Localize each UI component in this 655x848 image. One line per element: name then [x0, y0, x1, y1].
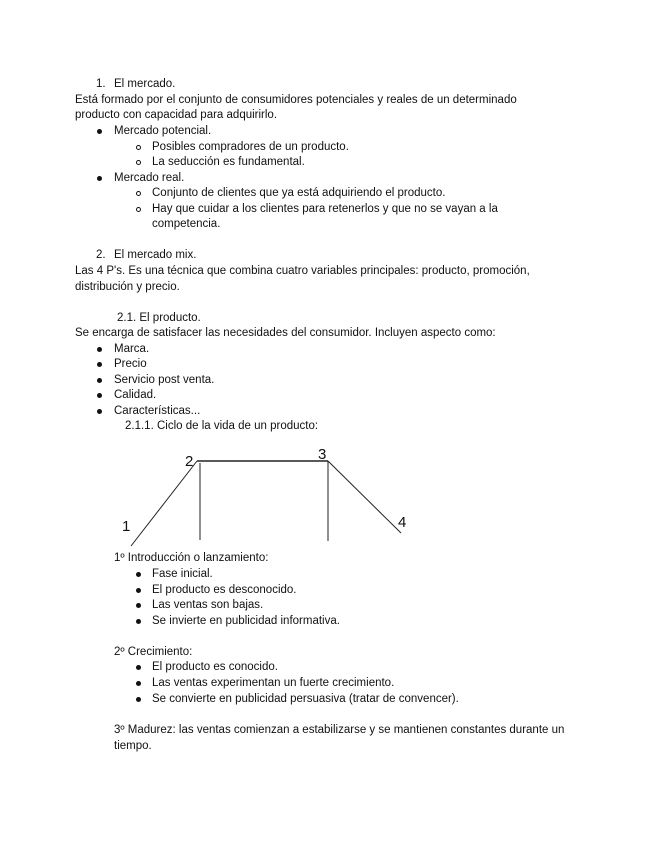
section-1-desc-line-2: producto con capacidad para adquirirlo. — [75, 109, 278, 121]
bullet-icon — [136, 603, 141, 608]
section-2-1-title: 2.1. El producto. — [117, 312, 201, 324]
list-item: El producto es conocido. — [152, 661, 278, 673]
list-item: Se invierte en publicidad informativa. — [152, 615, 340, 627]
section-2-title: El mercado mix. — [114, 249, 197, 261]
list-item: Mercado potencial. — [114, 125, 212, 137]
diagram-label: 3 — [318, 446, 327, 463]
list-item: Servicio post venta. — [114, 374, 215, 386]
list-item: El producto es desconocido. — [152, 584, 297, 596]
section-2-desc-line-2: distribución y precio. — [75, 281, 180, 293]
diagram-introduction-line — [131, 461, 197, 546]
bullet-icon — [136, 697, 141, 702]
bullet-icon — [136, 665, 141, 670]
bullet-icon — [136, 619, 141, 624]
bullet-icon — [136, 572, 141, 577]
section-2-number: 2. — [96, 249, 106, 261]
diagram-decline-line — [328, 461, 401, 533]
list-item: Marca. — [114, 343, 150, 355]
section-1-number: 1. — [96, 78, 106, 90]
list-item: Las ventas son bajas. — [152, 599, 264, 611]
section-2-1-1-title: 2.1.1. Ciclo de la vida de un producto: — [125, 420, 319, 432]
list-item: Características... — [114, 405, 201, 417]
list-item: Mercado real. — [114, 172, 185, 184]
list-item: Calidad. — [114, 389, 157, 401]
list-item: Precio — [114, 358, 147, 370]
section-2-1-desc: Se encarga de satisfacer las necesidades del consumidor. Incluyen aspecto como: — [75, 327, 496, 339]
sub-list-item: Conjunto de clientes que ya está adquiriendo el producto. — [152, 187, 446, 199]
diagram-label: 2 — [185, 453, 194, 470]
phase-2-title: 2º Crecimiento: — [114, 646, 193, 658]
list-item: Fase inicial. — [152, 568, 213, 580]
list-item: Las ventas experimentan un fuerte crecimiento. — [152, 677, 395, 689]
sub-list-item-continuation: competencia. — [152, 218, 221, 230]
diagram-label: 1 — [122, 518, 131, 535]
bullet-icon — [136, 588, 141, 593]
list-item: Se convierte en publicidad persuasiva (tratar de convencer). — [152, 693, 459, 705]
phase-1-title: 1º Introducción o lanzamiento: — [114, 552, 269, 564]
sub-list-item: Hay que cuidar a los clientes para retenerlos y que no se vayan a la — [152, 203, 498, 215]
phase-3-line-2: tiempo. — [114, 740, 152, 752]
sub-list-item: La seducción es fundamental. — [152, 156, 305, 168]
section-1-desc-line-1: Está formado por el conjunto de consumidores potenciales y reales de un determinado — [75, 94, 517, 106]
sub-list-item: Posibles compradores de un producto. — [152, 141, 349, 153]
bullet-icon — [136, 681, 141, 686]
section-2-desc-line-1: Las 4 P's. Es una técnica que combina cuatro variables principales: producto, promoción, — [75, 265, 530, 277]
phase-3-line-1: 3º Madurez: las ventas comienzan a estabilizarse y se mantienen constantes durante un — [114, 724, 565, 736]
section-1-title: El mercado. — [114, 78, 176, 90]
diagram-label: 4 — [398, 514, 407, 531]
